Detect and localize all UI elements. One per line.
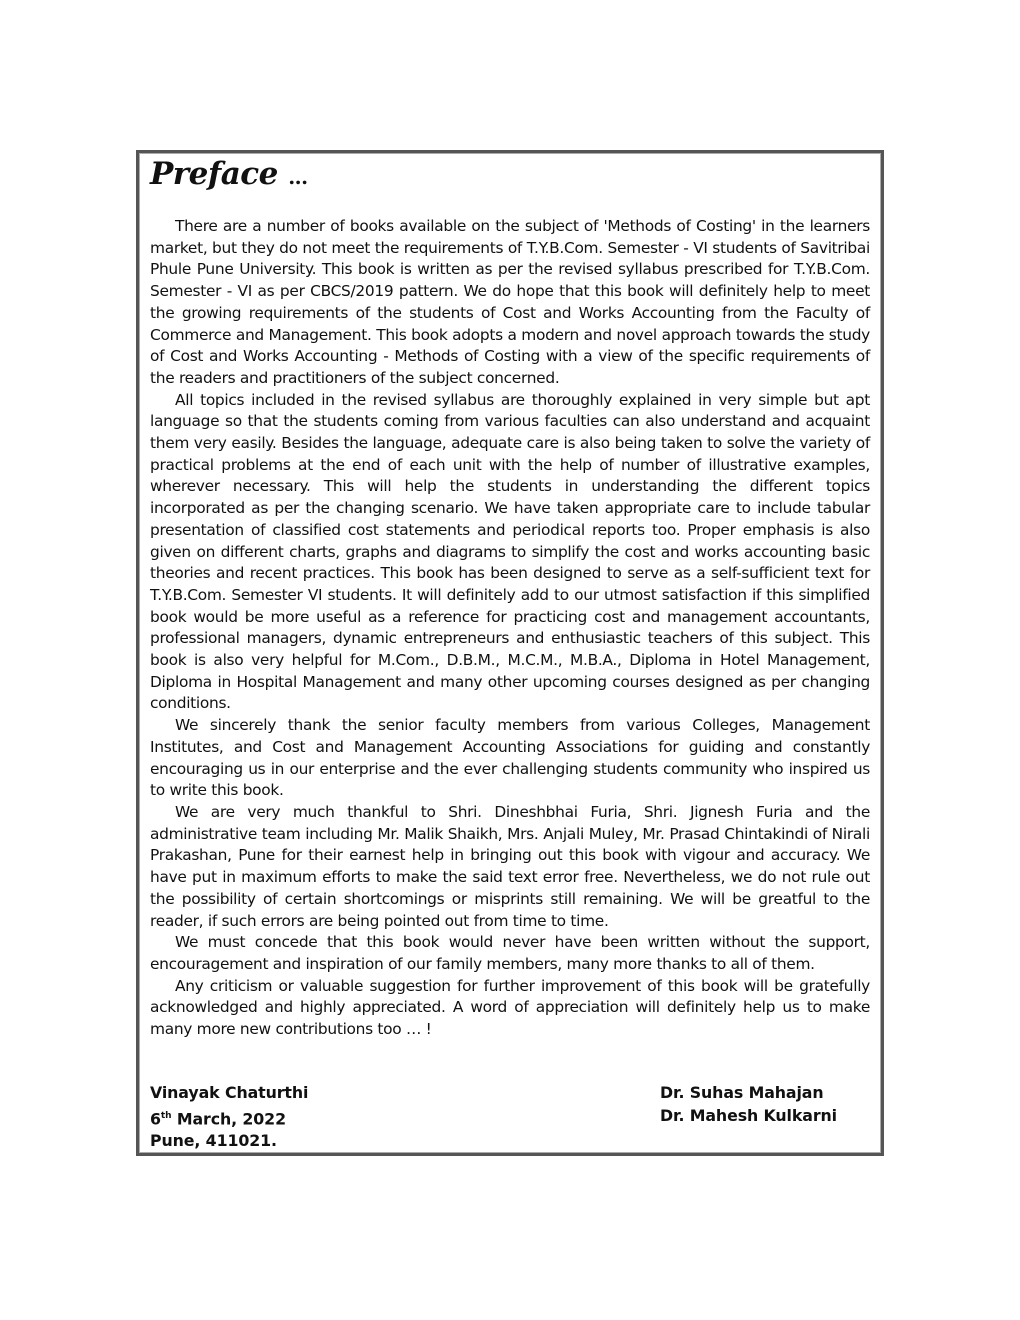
paragraph: All topics included in the revised syllabus are thoroughly explained in very simple but apt language so that the students coming from various faculties can also understand and acquaint them very easily. Besides the language, adequate care is also being taken to solve the variety of practical problems at the end of each unit with the help of number of illustrative examples, wherever necessary. This will help the students in understanding the different topics incorporated as per the changing scenario. We have taken appropriate care to include tabular presentation of classified cost statements and periodical reports too. Proper emphasis is also given on different charts, graphs and diagrams to simplify the cost and works accounting basic theories and recent practices. This book has been designed to serve as a self-sufficient text for T.Y.B.Com. Semester VI students. It will definitely add to our utmost satisfaction if this simplified book would be more useful as a reference for practicing cost and management accountants, professional managers, dynamic entrepreneurs and enthusiastic teachers of this subject. This book is also very helpful for M.Com., D.B.M., M.C.M., M.B.A., Diploma in Hotel Management, Diploma in Hospital Management and many other upcoming courses designed as per changing conditions.: [150, 390, 870, 713]
paragraph: We must concede that this book would never have been written without the support, encouragement and inspiration of our family members, many more thanks to all of them.: [150, 933, 870, 973]
date-day: 6: [150, 1108, 161, 1128]
paragraph: We are very much thankful to Shri. Dineshbhai Furia, Shri. Jignesh Furia and the administrative team including Mr. Malik Shaikh, Mrs. Anjali Muley, Mr. Prasad Chintakindi of Nirali Prakashan, Pune for their earnest help in bringing out this book with vigour and accuracy. We have put in maximum efforts to make the said text error free. Nevertheless, we do not rule out the possibility of certain shortcomings or misprints still remaining. We will be greatful to the reader, if such errors are being pointed out from time to time.: [150, 802, 870, 930]
signoff-place-date: [150, 1082, 308, 1153]
preface-body: [150, 216, 870, 1041]
signoff-authors: [660, 1082, 837, 1127]
occasion: Vinayak Chaturthi: [150, 1083, 309, 1102]
author-name: Dr. Suhas Mahajan: [660, 1083, 824, 1102]
paragraph: We sincerely thank the senior faculty members from various Colleges, Management Institutes, and Cost and Management Accounting Associations for guiding and constantly encouraging us in our enterprise and the ever challenging students community who inspired us to write this book.: [150, 716, 870, 800]
date-rest: March, 2022: [171, 1108, 286, 1128]
paragraph: Any criticism or valuable suggestion for further improvement of this book will be gratefully acknowledged and highly appreciated. A word of appreciation will definitely help us to make many more new contributions too … !: [150, 976, 870, 1039]
author-name: Dr. Mahesh Kulkarni: [660, 1105, 837, 1125]
paragraph: There are a number of books available on the subject of 'Methods of Costing' in the learners market, but they do not meet the requirements of T.Y.B.Com. Semester - VI students of Savitribai Phule Pune University. This book is written as per the revised syllabus prescribed for T.Y.B.Com. Semester - VI as per CBCS/2019 pattern. We do hope that this book will definitely help to meet the growing requirements of the students of Cost and Works Accounting from the Faculty of Commerce and Management. This book adopts a modern and novel approach towards the study of Cost and Works Accounting - Methods of Costing with a view of the specific requirements of the readers and practitioners of the subject concerned.: [150, 217, 870, 387]
title-text: Preface: [150, 156, 278, 192]
date: [150, 1105, 308, 1131]
page-title: [150, 156, 308, 192]
city: Pune, 411021.: [150, 1131, 277, 1151]
title-ellipsis: ...: [288, 165, 308, 189]
date-suffix: th: [160, 1110, 172, 1121]
